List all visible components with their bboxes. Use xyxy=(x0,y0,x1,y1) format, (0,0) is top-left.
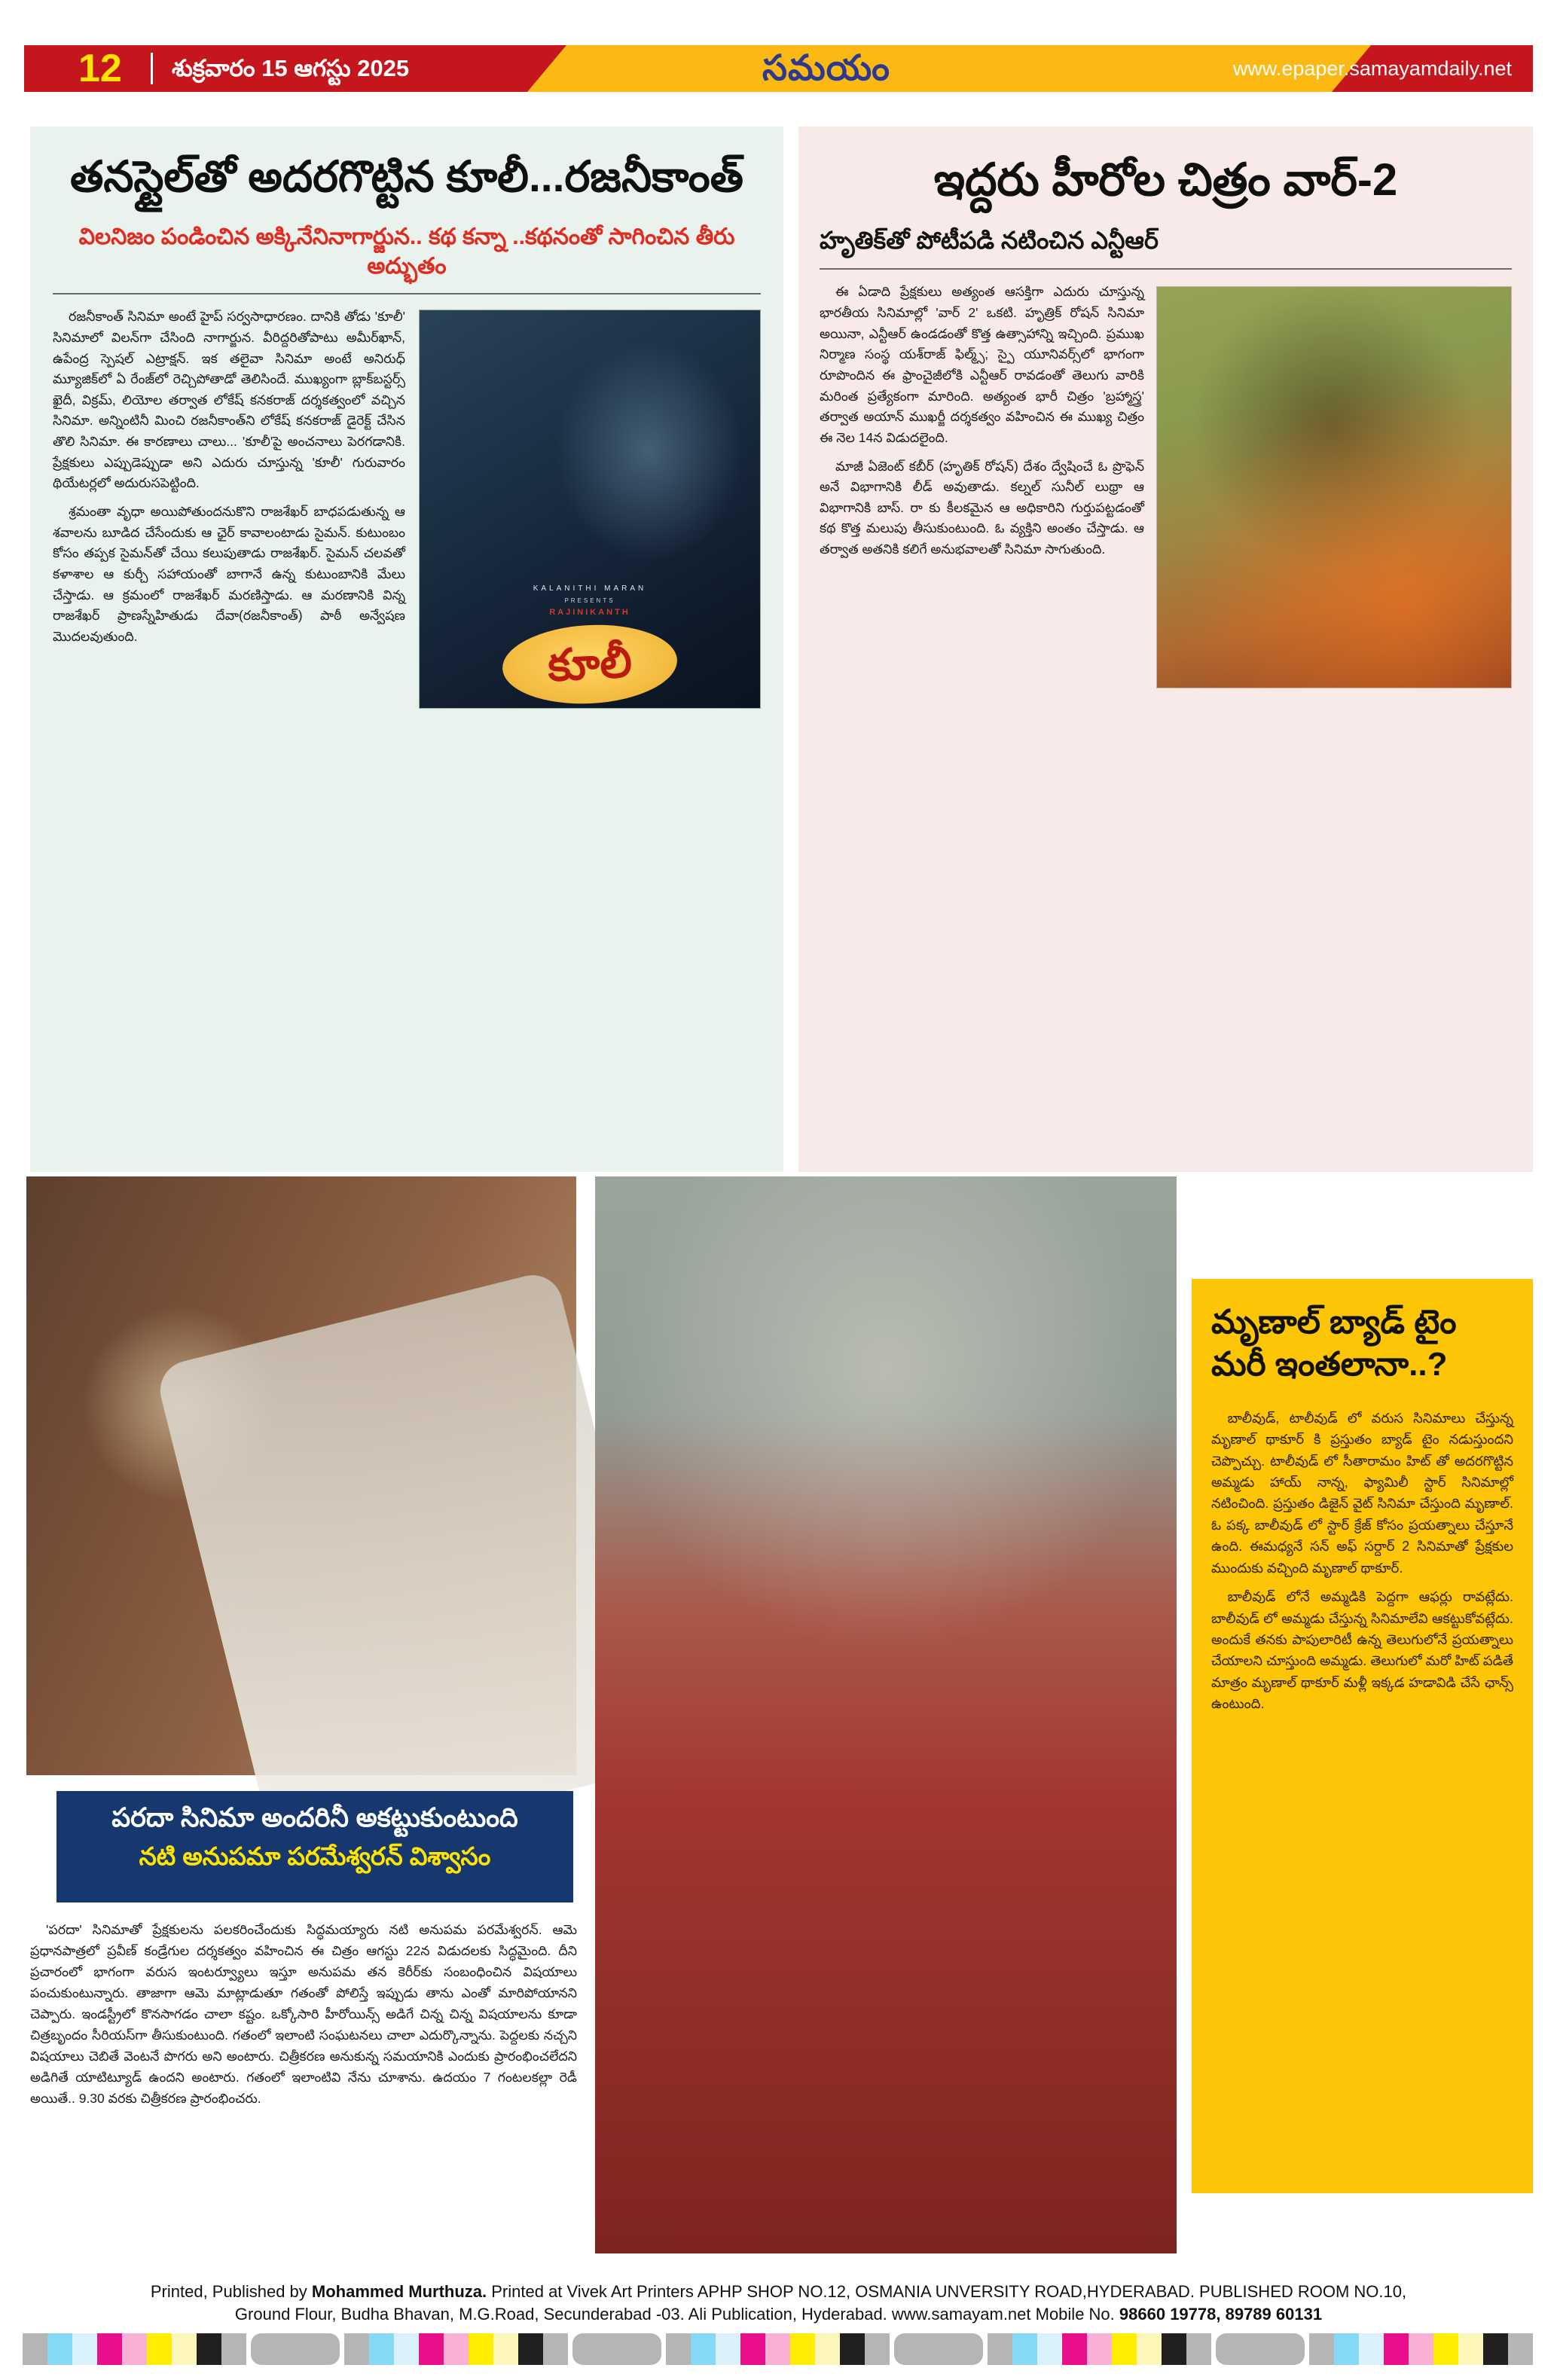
colorbar-swatch xyxy=(740,2333,765,2365)
article-paragraph: ఈ ఏడాది ప్రేక్షకులు అత్యంత ఆసక్తిగా ఎదురు చూస్తున్న భారతీయ సినిమాల్లో 'వార్ 2' ఒకటి. హృత్రిక్ రోషన్ సినిమా అయినా, ఎన్టీఆర్ ఉండడంతో కొత్త ఉత్సాహాన్ని ఇచ్చింది. ప్రముఖ నిర్మాణ సంస్థ యశ్‌రాజ్ ఫిల్మ్స్; స్పై యూనివర్స్‌లో భాగంగా రూపొందిన ఈ ఫ్రాంచైజీలోకి ఎన్టీఆర్ రావడంతో తెలుగు వారికి మరింత ప్రత్యేకంగా మారింది. అత్యంత భారీ చిత్రం 'బ్రహ్మాస్త్ర' తర్వాత అయాన్ ముఖర్జీ దర్శకత్వం వహించిన ఈ ముఖ్య చిత్రం ఈ నెల 14న విడుదలైంది. xyxy=(820,284,1144,445)
colorbar-swatch xyxy=(716,2333,740,2365)
colorbar-swatch xyxy=(1409,2333,1433,2365)
article-mrunal-badtime[interactable] xyxy=(1192,1279,1533,2193)
colorbar-swatch xyxy=(1508,2333,1533,2365)
imprint-line-2 xyxy=(0,2303,1557,2326)
coolie-movie-poster[interactable] xyxy=(419,310,761,709)
war2-headline: ఇద్దరు హీరోల చిత్రం వార్-2 xyxy=(933,154,1398,205)
header-bar xyxy=(24,45,1533,92)
poster-star-name: RAJINIKANTH xyxy=(549,607,630,617)
colorbar-separator xyxy=(572,2333,661,2365)
article-parada[interactable] xyxy=(30,1919,577,2273)
colorbar-separator xyxy=(894,2333,983,2365)
footer-text-segment: Mohammed Murthuza. xyxy=(311,2282,487,2301)
colorbar-swatch xyxy=(1384,2333,1409,2365)
poster-credit-line: KALANITHI MARAN xyxy=(533,584,647,593)
mrunal-paragraphs xyxy=(1211,1408,1513,1715)
colorbar-swatch xyxy=(518,2333,543,2365)
colorbar-swatch xyxy=(369,2333,394,2365)
parada-paragraphs xyxy=(30,1919,577,2109)
colorbar-swatch xyxy=(865,2333,890,2365)
colorbar-swatch xyxy=(72,2333,97,2365)
colorbar-swatch xyxy=(1483,2333,1508,2365)
header-date: శుక్రవారం 15 ఆగస్టు 2025 xyxy=(172,55,410,81)
colorbar-swatch xyxy=(543,2333,568,2365)
colorbar-swatch xyxy=(1458,2333,1483,2365)
colorbar-swatch xyxy=(1162,2333,1186,2365)
colorbar-swatch xyxy=(1112,2333,1137,2365)
colorbar-swatch xyxy=(47,2333,72,2365)
colorbar-swatch xyxy=(840,2333,865,2365)
divider xyxy=(53,293,761,294)
article-war2[interactable] xyxy=(798,127,1533,1172)
colorbar-swatch xyxy=(344,2333,369,2365)
photo-anupama-parameswaran[interactable] xyxy=(26,1176,576,1775)
header-separator xyxy=(151,53,153,84)
poster-glow xyxy=(556,342,743,560)
imprint-line-1 xyxy=(0,2281,1557,2303)
colorbar-swatch xyxy=(1186,2333,1211,2365)
war2-body xyxy=(820,282,1512,560)
poster-credit-line2: PRESENTS xyxy=(564,597,615,604)
mrunal-body xyxy=(1211,1408,1513,1715)
colorbar-swatch xyxy=(147,2333,172,2365)
colorbar-swatch xyxy=(1334,2333,1359,2365)
colorbar-swatch xyxy=(197,2333,221,2365)
article-paragraph: బాలీవుడ్ లోనే అమ్మడికి పెద్దగా ఆఫర్లు రావట్లేదు. బాలీవుడ్ లో అమ్మడు చేస్తున్న సినిమాలేవి ఆకట్టుకోవట్లేదు. అందుకే తనకు పాపులారిటీ ఉన్న తెలుగులోనే ప్రయత్నాలు చేయాలని చూస్తుంది అమ్మడు. తెలుగులో మరో హిట్ పడితే మాత్రం మృణాల్ థాకూర్ మళ్లీ ఇక్కడ హడావిడి చేసే ఛాన్స్ ఉంటుంది. xyxy=(1211,1589,1513,1712)
colorbar-swatch xyxy=(221,2333,246,2365)
colorbar-swatch xyxy=(790,2333,815,2365)
epaper-url[interactable]: www.epaper.samayamdaily.net xyxy=(1232,57,1512,80)
colorbar-swatch xyxy=(419,2333,444,2365)
article-paragraph: మాజీ ఏజెంట్ కబీర్ (హృతిక్ రోషన్) దేశం ద్వేషించే ఓ ప్రొఫెన్ అనే విభాగానికి లీడ్ అవుతాడు. కల్నల్ సునీల్ లుథ్రా ఆ విభాగానికి బాస్. రా కు కీలకమైన ఆ అధికారిని గుర్తుపట్టడంతో కథ కొత్త మలుపు తీసుకుంటుంది. ఓ వ్యక్తిని అంతం చేస్తాడు. ఆ తర్వాత అతనికి కలిగే అనుభవాలతో సినిమా సాగుతుంది. xyxy=(820,458,1144,557)
colorbar-swatch xyxy=(469,2333,493,2365)
footer-text-segment: 98660 19778, 89789 60131 xyxy=(1119,2304,1323,2324)
colorbar-separator xyxy=(1216,2333,1305,2365)
colorbar-swatch xyxy=(394,2333,419,2365)
colorbar-swatch xyxy=(1037,2333,1062,2365)
colorbar-swatch xyxy=(1087,2333,1112,2365)
mrunal-headline: మృణాల్ బ్యాడ్ టైం మరీ ఇంతలానా..? xyxy=(1211,1304,1457,1384)
colorbar-swatch xyxy=(1309,2333,1334,2365)
war2-ntr-photo[interactable] xyxy=(1156,286,1512,688)
coolie-subhead: విలనిజం పండించిన అక్కినేనినాగార్జున.. కథ కన్నా ..కథనంతో సాగించిన తీరు అద్భుతం xyxy=(78,224,735,279)
imprint-footer xyxy=(0,2281,1557,2325)
parada-headline-line1: పరదా సినిమా అందరినీ అకట్టుకుంటుంది xyxy=(111,1803,518,1832)
divider xyxy=(820,268,1512,270)
colorbar-swatch xyxy=(444,2333,469,2365)
coolie-headline: తనస్టైల్‌తో అదరగొట్టిన కూలీ...రజనీకాంత్ xyxy=(70,153,743,201)
article-paragraph: బాలీవుడ్, టాలీవుడ్ లో వరుస సినిమాలు చేస్తున్న మృణాల్ థాకూర్ కి ప్రస్తుతం బ్యాడ్ టైం నడుస్తుందని చెప్పొచ్చు. టాలీవుడ్ లో సీతారామం హిట్ తో అదరగొట్టిన అమ్మడు హాయ్ నాన్న, ఫ్యామిలీ స్టార్ సినిమాల్లో నటించింది. ప్రస్తుతం డిజైన్ వైట్ సినిమా చేస్తుంది మృణాల్. ఓ పక్క బాలీవుడ్ లో స్టార్ క్రేజ్ కోసం ప్రయత్నాలు చేస్తూనే ఉంది. ఈమధ్యనే సన్ అఫ్ సర్దార్ 2 సినిమాతో ప్రేక్షకుల ముందుకు వచ్చింది మృణాల్ థాకూర్. xyxy=(1211,1410,1513,1576)
colorbar-swatch xyxy=(493,2333,518,2365)
colorbar-swatch xyxy=(666,2333,691,2365)
colorbar-swatch xyxy=(1012,2333,1037,2365)
footer-text-segment: Printed at Vivek Art Printers APHP SHOP NO.12, OSMANIA UNVERSITY ROAD,HYDERABAD. PUBLISHED ROOM NO.10, xyxy=(487,2282,1407,2301)
article-coolie[interactable] xyxy=(30,127,783,1172)
coolie-title-logo xyxy=(500,621,679,708)
colorbar-separator xyxy=(251,2333,340,2365)
article-paragraph: 'పరదా' సినిమాతో ప్రేక్షకులను పలకరించేందుకు సిద్ధమయ్యారు నటి అనుపమ పరమేశ్వరన్. ఆమె ప్రధానపాత్రలో ప్రవీణ్ కండ్రేగుల దర్శకత్వం వహించిన ఈ చిత్రం ఆగస్టు 22న విడుదలకు సిద్ధమైంది. దీని ప్రచారంలో భాగంగా వరుస ఇంటర్వ్యూలు ఇస్తూ అనుపమ తన కెరీర్‌కు సంబంధించిన విషయాలు పంచుకుంటున్నారు. తాజాగా ఆమె మాట్లాడుతూ గతంతో పోలిస్తే ఇప్పుడు తాను ఎంతో మారిపోయానని చెప్పారు. ఇండస్ట్రీలో కొనసాగడం చాలా కష్టం. ఒక్కోసారి హీరోయిన్స్ అడిగే చిన్న చిన్న విషయాలను కూడా చిత్రబృందం సీరియస్‌గా తీసుకుంటుంది. గతంలో ఇలాంటి సంఘటనలు చాలా ఎదుర్కొన్నాను. పెద్దలకు నచ్చని విషయాలు చెబితే వెంటనే పొగరు అని అంటారు. చిత్రీకరణ అనుకున్న సమయానికి ఎందుకు ప్రారంభించలేదని అడిగితే యాటిట్యూడ్ ఉందని అంటారు. గతంలో ఇలాంటివి నేను చూశాను. ఉదయం 7 గంటలకల్లా రెడీ అయితే.. 9.30 వరకు చిత్రీకరణ ప్రారంభించరు. xyxy=(30,1922,577,2106)
colorbar-swatch xyxy=(988,2333,1012,2365)
page-number: 12 xyxy=(78,47,122,90)
article-paragraph: శ్రమంతా వృధా అయిపోతుందనుకొని రాజశేఖర్ బాధపడుతున్న ఆ శవాలను బూడిద చేసేందుకు ఆ ఛైర్ కావాలంటాడు సైమన్. కుటుంబం కోసం తప్పక సైమన్‌తో చేయి కలుపుతాడు రాజశేఖర్. సైమన్ చలవతో కళాశాల ఆ కుర్చీ సహాయంతో బాగానే ఉన్న కుటుంబానికి మేలు చేస్తాడు. ఆ క్రమంలో రాజశేఖర్ మరణిస్తాడు. ఆ మరణానికి విన్న రాజశేఖర్ ప్రాణస్నేహితుడు దేవా(రజనీకాంత్) పాఠీ అన్వేషణ మొదలవుతుంది. xyxy=(53,504,405,644)
colorbar-swatch xyxy=(1062,2333,1087,2365)
footer-text-segment: Printed, Published by xyxy=(150,2282,312,2301)
colorbar-swatch xyxy=(1137,2333,1162,2365)
article-paragraph: రజనీకాంత్ సినిమా అంటే హైప్ సర్వసాధారణం. దానికి తోడు 'కూలీ' సినిమాలో విలన్‌గా చేసింది నాగార్జున. వీరిద్దరితోపాటు అమీర్‌ఖాన్, ఉపేంద్ర స్పెషల్ ఎట్రాక్షన్. ఇక తలైవా సినిమా అంటే అనిరుధ్ మ్యూజిక్‌లో ఏ రేంజ్‌లో రెచ్చిపోతాడో తెలిసిందే. ముఖ్యంగా బ్లాక్‌బస్టర్స్ ఖైదీ, విక్రమ్, లియోల తర్వాత లోకేష్ కనకరాజ్ దర్శకత్వంలో వచ్చిన సినిమా. అన్నింటినీ మించి రజనీకాంత్‌ని లోకేష్ కనకరాజ్ డైరెక్ట్ చేసిన తొలి సినిమా. ఈ కారణాలు చాలు... 'కూలీ'పై అంచనాలు పెరగడానికి. ప్రేక్షకులు ఎప్పుడెప్పుడా అని ఎదురు చూస్తున్న 'కూలీ' గురువారం థియేటర్లలో అదురుసపెట్టింది. xyxy=(53,309,405,491)
colorbar-swatch xyxy=(765,2333,790,2365)
war2-subhead: హృతిక్‌తో పోటీపడి నటించిన ఎన్టీఆర్ xyxy=(820,226,1159,254)
colorbar-swatch xyxy=(815,2333,840,2365)
colorbar-swatch xyxy=(1359,2333,1384,2365)
masthead: సమయం xyxy=(762,47,890,87)
parada-headline-box[interactable] xyxy=(56,1791,573,1902)
colorbar-swatch xyxy=(1433,2333,1458,2365)
footer-text-segment: Ground Flour, Budha Bhavan, M.G.Road, Secunderabad -03. Ali Publication, Hyderabad. www.samayam.net Mobile No. xyxy=(234,2304,1119,2324)
colorbar-swatch xyxy=(691,2333,716,2365)
coolie-body xyxy=(53,307,761,691)
colorbar-swatch xyxy=(172,2333,197,2365)
parada-headline-line2: నటి అనుపమా పరమేశ్వరన్ విశ్వాసం xyxy=(139,1842,491,1871)
colorbar-swatch xyxy=(97,2333,122,2365)
photo-mrunal-thakur[interactable] xyxy=(595,1176,1177,2253)
colorbar-swatch xyxy=(122,2333,147,2365)
colorbar xyxy=(23,2333,1533,2365)
coolie-title-text: కూలీ xyxy=(546,637,633,691)
colorbar-swatch xyxy=(23,2333,47,2365)
